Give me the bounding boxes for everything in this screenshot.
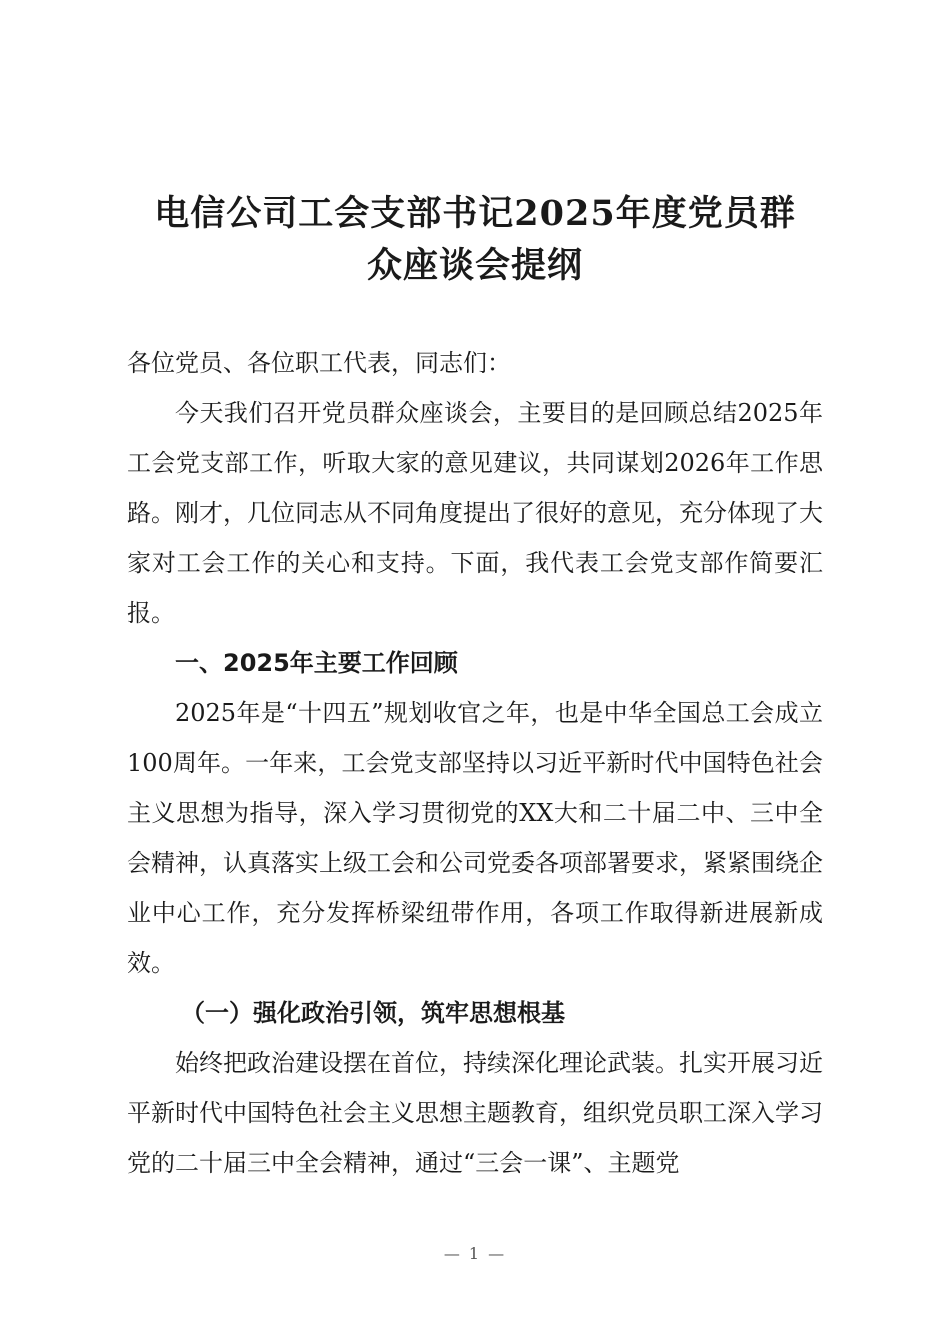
intro-paragraph: 今天我们召开党员群众座谈会，主要目的是回顾总结2025年工会党支部工作，听取大家的意见建议，共同谋划2026年工作思路。刚才，几位同志从不同角度提出了很好的意见，充分体现了大家对工会工作的关心和支持。下面，我代表工会党支部作简要汇报。 — [127, 399, 823, 627]
salutation: 各位党员、各位职工代表，同志们： — [127, 349, 511, 377]
section-heading: 一、2025年主要工作回顾 — [175, 649, 458, 677]
page-number: — 1 — — [443, 1244, 507, 1263]
subsection-heading: （一）强化政治引领，筑牢思想根基 — [181, 999, 565, 1027]
document-body — [127, 338, 823, 1188]
title-line-1: 电信公司工会支部书记2025年度党员群 — [154, 193, 796, 234]
review-paragraph: 2025年是“十四五”规划收官之年，也是中华全国总工会成立100周年。一年来，工会党支部坚持以习近平新时代中国特色社会主义思想为指导，深入学习贯彻党的XX大和二十届二中、三中全会精神，认真落实上级工会和公司党委各项部署要求，紧紧围绕企业中心工作，充分发挥桥梁纽带作用，各项工作取得新进展新成效。 — [127, 699, 823, 977]
title-line-2: 众座谈会提纲 — [366, 245, 583, 286]
political-paragraph: 始终把政治建设摆在首位，持续深化理论武装。扎实开展习近平新时代中国特色社会主义思想主题教育，组织党员职工深入学习党的二十届三中全会精神，通过“三会一课”、主题党 — [127, 1049, 823, 1177]
document-title — [100, 188, 850, 292]
